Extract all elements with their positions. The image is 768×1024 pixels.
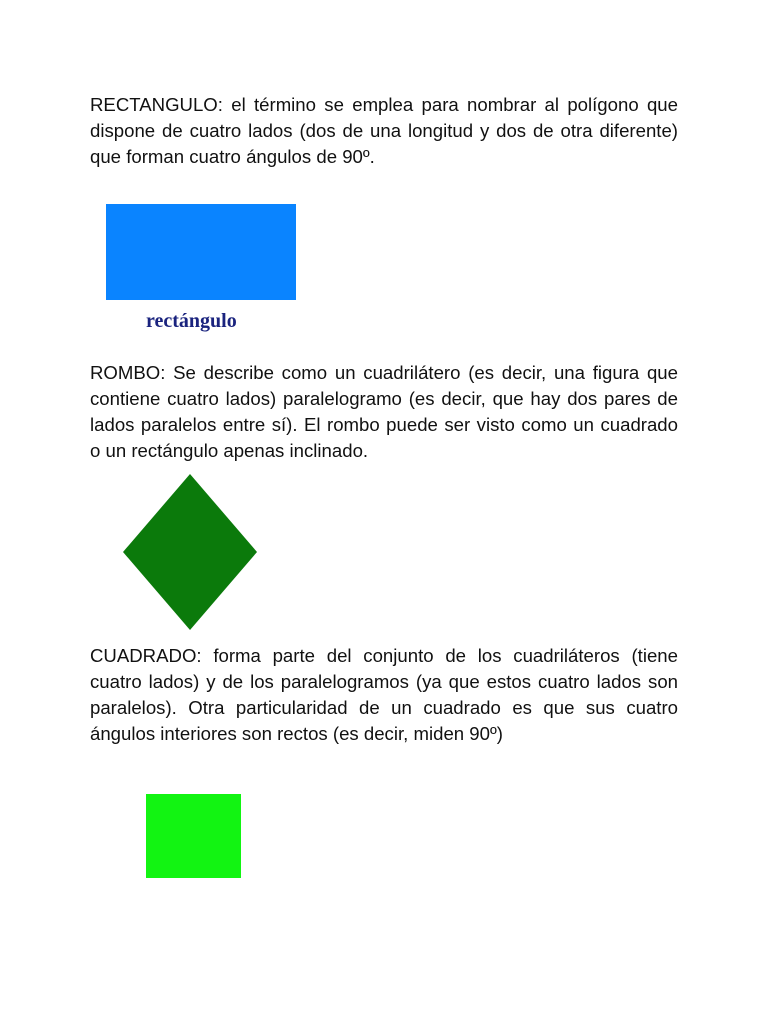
rectangle-caption: rectángulo (146, 310, 237, 332)
rhombus-shape (123, 474, 257, 630)
square-figure (146, 794, 241, 878)
rectangulo-paragraph: RECTANGULO: el término se emplea para nombrar al polígono que dispone de cuatro lados (dos de una longitud y dos de otra diferente) que forman cuatro ángulos de 90º. (90, 94, 678, 167)
rectangle-figure (106, 204, 296, 300)
rhombus-figure (120, 472, 260, 632)
rombo-paragraph: ROMBO: Se describe como un cuadrilátero (es decir, una figura que contiene cuatro lados) paralelogramo (es decir, que hay dos pares de lados paralelos entre sí). El rombo puede ser visto como un cuadrado o un rectángulo apenas inclinado. (90, 362, 678, 461)
cuadrado-paragraph: CUADRADO: forma parte del conjunto de los cuadriláteros (tiene cuatro lados) y de los paralelogramos (ya que estos cuatro lados son paralelos). Otra particularidad de un cuadrado es que sus cuatro ángulos interiores son rectos (es decir, miden 90º) (90, 645, 678, 744)
